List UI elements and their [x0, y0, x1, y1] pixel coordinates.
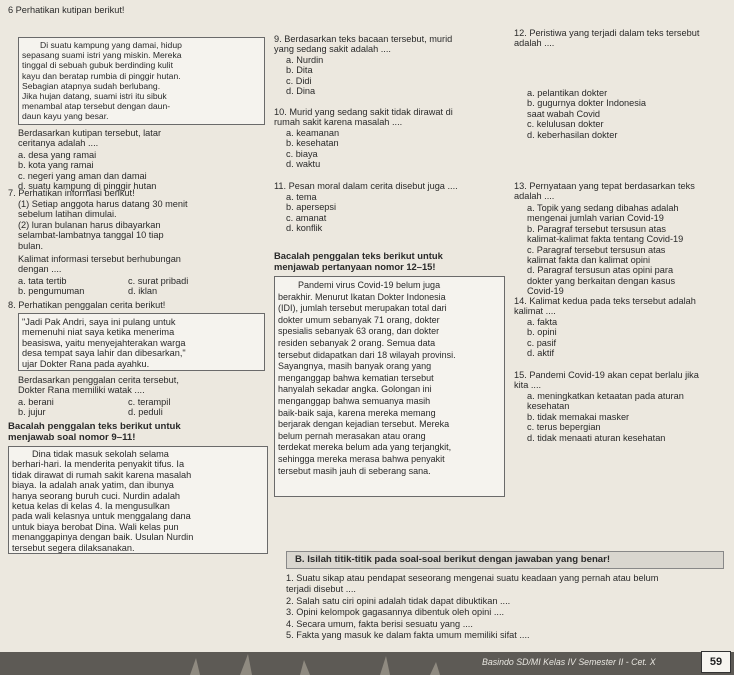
q14-option-c: c. pasif — [527, 337, 557, 348]
q6-stem: 6 Perhatikan kutipan berikut! — [8, 5, 125, 15]
section-b-item-1: 1. Suatu sikap atau pendapat seseorang mengenai suatu keadaan yang pernah atau belum — [286, 573, 659, 583]
q10-option-b: b. kesehatan — [286, 138, 339, 149]
q7-option-c: c. surat pribadi — [128, 276, 189, 286]
q6-option-b: b. kota yang ramai — [18, 160, 94, 171]
q8-excerpt: "Jadi Pak Andri, saya ini pulang untuk memenuhi niat saya ketika menerima beasiswa, yaitu menyejahterakan warga desa tempat saya lahir dan dibesarkan," ujar Dokter Rana pada ayahku. — [22, 317, 186, 369]
footer-publisher: Basindo SD/MI Kelas IV Semester II - Cet. X — [482, 657, 656, 667]
section-b-item-3: 3. Opini kelompok gagasannya dibentuk oleh opini .... — [286, 607, 505, 618]
q9-stem-line-1: 9. Berdasarkan teks bacaan tersebut, murid — [274, 34, 453, 44]
q15-option-b: b. tidak memakai masker — [527, 411, 630, 422]
q8-options[interactable] — [18, 397, 170, 418]
text-9-11: Dina tidak masuk sekolah selama berhari-hari. Ia menderita penyakit tifus. Ia tidak dirawat di rumah sakit karena masalah biaya. Ia adalah anak yatim, dan ibunya hanya seorang buruh cuci. Nurdin adalah ketua kelas di kelas 4. Ia mengusulkan pada wali kelasnya untuk menggalang dana untuk biaya berobat Dina. Wali kelas pun menanggapinya dengan baik. Usulan Nurdin tersebut segera dilaksanakan. — [12, 449, 194, 553]
q13-option-d: d. Paragraf tersusun atas opini para — [527, 265, 674, 276]
q7-items: (1) Setiap anggota harus datang 30 menit sebelum latihan dimulai. (2) luran bulanan harus dibayarkan selambat-lambatnya tanggal 10 tiap bulan. — [18, 199, 188, 251]
q7-option-a: a. tata tertib — [18, 276, 67, 286]
q7-question: Kalimat informasi tersebut berhubungan dengan .... — [18, 254, 181, 275]
q8-option-c: c. terampil — [128, 397, 171, 407]
q15-option-a: a. meningkatkan ketaatan pada aturan — [527, 391, 684, 401]
q8-stem: 8. Perhatikan penggalan cerita berikut! — [8, 300, 166, 310]
q8-option-a: a. berani — [18, 397, 54, 407]
q6-option-d: d. suatu kampung di pinggir hutan — [18, 181, 157, 192]
q9-options[interactable] — [286, 55, 323, 97]
section-b-item-2: 2. Salah satu ciri opini adalah tidak dapat dibuktikan .... — [286, 595, 511, 606]
q11-option-a: a. tema — [286, 192, 317, 202]
q11-option-b: b. apersepsi — [286, 202, 337, 213]
page-number: 59 — [701, 651, 731, 673]
q9-option-d: d. Dina — [286, 86, 316, 97]
q8-option-d: d. peduli — [128, 407, 163, 418]
section-b-title: B. Isilah titik-titik pada soal-soal berikut dengan jawaban yang benar! — [295, 554, 611, 565]
q12-option-c: c. kelulusan dokter — [527, 119, 604, 130]
q6-options[interactable] — [18, 150, 156, 192]
q9 — [274, 34, 452, 55]
q12-option-b: b. gugurnya dokter Indonesia — [527, 98, 647, 109]
q12: 12. Peristiwa yang terjadi dalam teks tersebut adalah .... — [514, 28, 700, 49]
q13-options[interactable]: a. Topik yang sedang dibahas adalah mengenai jumlah varian Covid-19 b. Paragraf tersebut tersusun atas kalimat-kalimat fakta tentang Covid-19 c. Paragraf tersebut tersusun atas kalimat fakta dan kalimat opini d. Paragraf tersusun atas opini para dokter yang berkaitan dengan kasus Covid-19 — [527, 203, 684, 297]
q7-option-b: b. pengumuman — [18, 286, 85, 297]
q15-option-c: c. terus bepergian — [527, 422, 601, 433]
q10-options[interactable] — [286, 128, 339, 170]
q13-option-c: c. Paragraf tersebut tersusun atas — [527, 244, 666, 255]
section-9-11-heading: Bacalah penggalan teks berikut untuk menjawab soal nomor 9–11! — [8, 421, 181, 443]
q8-option-b: b. jujur — [18, 407, 46, 418]
q13-option-a: a. Topik yang sedang dibahas adalah — [527, 203, 679, 213]
q7-option-d: d. iklan — [128, 286, 158, 297]
q6-excerpt: Di suatu kampung yang damai, hidup sepasang suami istri yang miskin. Mereka tinggal di sebuah gubuk berdinding kulit kayu dan beratap rumbia di pinggir hutan. Sebagian atapnya sudah berlubang. Jika hujan datang, suami istri itu sibuk menambal atap tersebut dengan daun- daun kayu yang besar. — [22, 40, 182, 122]
q11: 11. Pesan moral dalam cerita disebut juga .... — [274, 181, 458, 191]
q11-option-d: d. konflik — [286, 223, 323, 234]
q10-option-a: a. keamanan — [286, 128, 340, 138]
q14-option-b: b. opini — [527, 327, 557, 338]
q12-option-a: a. pelantikan dokter — [527, 88, 608, 98]
q6-question: Berdasarkan kutipan tersebut, latar ceritanya adalah .... — [18, 128, 161, 149]
q15: 15. Pandemi Covid-19 akan cepat berlalu jika kita .... — [514, 370, 699, 391]
q12-option-d: d. keberhasilan dokter — [527, 129, 618, 140]
grass-decoration-icon — [150, 650, 470, 675]
q9-option-c: c. Didi — [286, 75, 312, 86]
q7-options[interactable] — [18, 276, 188, 297]
q9-option-b: b. Dita — [286, 65, 313, 76]
q6-option-c: c. negeri yang aman dan damai — [18, 170, 147, 181]
section-b-banner — [286, 551, 724, 569]
q9-stem-line-2: yang sedang sakit adalah .... — [274, 44, 391, 55]
section-b-item-4: 4. Secara umum, fakta berisi sesuatu yang .... — [286, 618, 473, 629]
q10-option-c: c. biaya — [286, 148, 318, 159]
text-12-15: Pandemi virus Covid-19 belum juga berakhir. Menurut Ikatan Dokter Indonesia (IDI), jumlah tersebut merupakan total dari dokter umum sebanyak 71 orang, dokter spesialis sebanyak 63 orang, dan dokter residen sebanyak 2 orang. Semua data tersebut didapatkan dari 18 wilayah provinsi. Sayangnya, masih banyak orang yang menganggap bahwa kematian tersebut hanyalah sekadar angka. Golongan ini menganggap bahwa semuanya masih baik-baik saja, karena mereka memang berjarak dengan kejadian tersebut. Mereka belum pernah merasakan atau orang terdekat mereka belum ada yang terjangkit, sehingga mereka merasa bahwa penyakit tersebut masih jauh di seberang sana. — [278, 280, 456, 476]
q11-option-c: c. amanat — [286, 212, 327, 223]
section-b-item-5: 5. Fakta yang masuk ke dalam fakta umum memiliki sifat .... — [286, 630, 530, 641]
q8-question: Berdasarkan penggalan cerita tersebut, Dokter Rana memiliki watak .... — [18, 375, 179, 396]
q10-option-d: d. waktu — [286, 159, 321, 170]
q9-option-a: a. Nurdin — [286, 55, 324, 65]
q12-options[interactable]: a. pelantikan dokter b. gugurnya dokter Indonesia saat wabah Covid c. kelulusan dokter d. keberhasilan dokter — [527, 88, 647, 140]
q11-options[interactable] — [286, 192, 336, 234]
section-12-15-heading: Bacalah penggalan teks berikut untuk menjawab pertanyaan nomor 12–15! — [274, 250, 443, 272]
q7-stem: 7. Perhatikan informasi berikut! — [8, 188, 135, 198]
q15-options[interactable]: a. meningkatkan ketaatan pada aturan kesehatan b. tidak memakai masker c. terus bepergian d. tidak menaati aturan kesehatan — [527, 391, 684, 443]
q13: 13. Pernyataan yang tepat berdasarkan teks adalah .... — [514, 181, 695, 202]
q14: 14. Kalimat kedua pada teks tersebut adalah kalimat .... — [514, 296, 696, 317]
q6-option-a: a. desa yang ramai — [18, 150, 97, 160]
q10: 10. Murid yang sedang sakit tidak dirawat di rumah sakit karena masalah .... — [274, 107, 453, 128]
q14-option-a: a. fakta — [527, 317, 558, 327]
q13-option-b: b. Paragraf tersebut tersusun atas — [527, 223, 666, 234]
section-b-items: 1. Suatu sikap atau pendapat seseorang mengenai suatu keadaan yang pernah atau belum terjadi disebut .... 2. Salah satu ciri opini adalah tidak dapat dibuktikan .... 3. Opini kelompok gagasannya dibentuk oleh opini .... 4. Secara umum, fakta berisi sesuatu yang .... 5. Fakta yang masuk ke dalam fakta umum memiliki sifat .... — [286, 573, 659, 641]
q15-option-d: d. tidak menaati aturan kesehatan — [527, 432, 666, 443]
q14-option-d: d. aktif — [527, 348, 555, 359]
q14-options[interactable] — [527, 317, 557, 359]
